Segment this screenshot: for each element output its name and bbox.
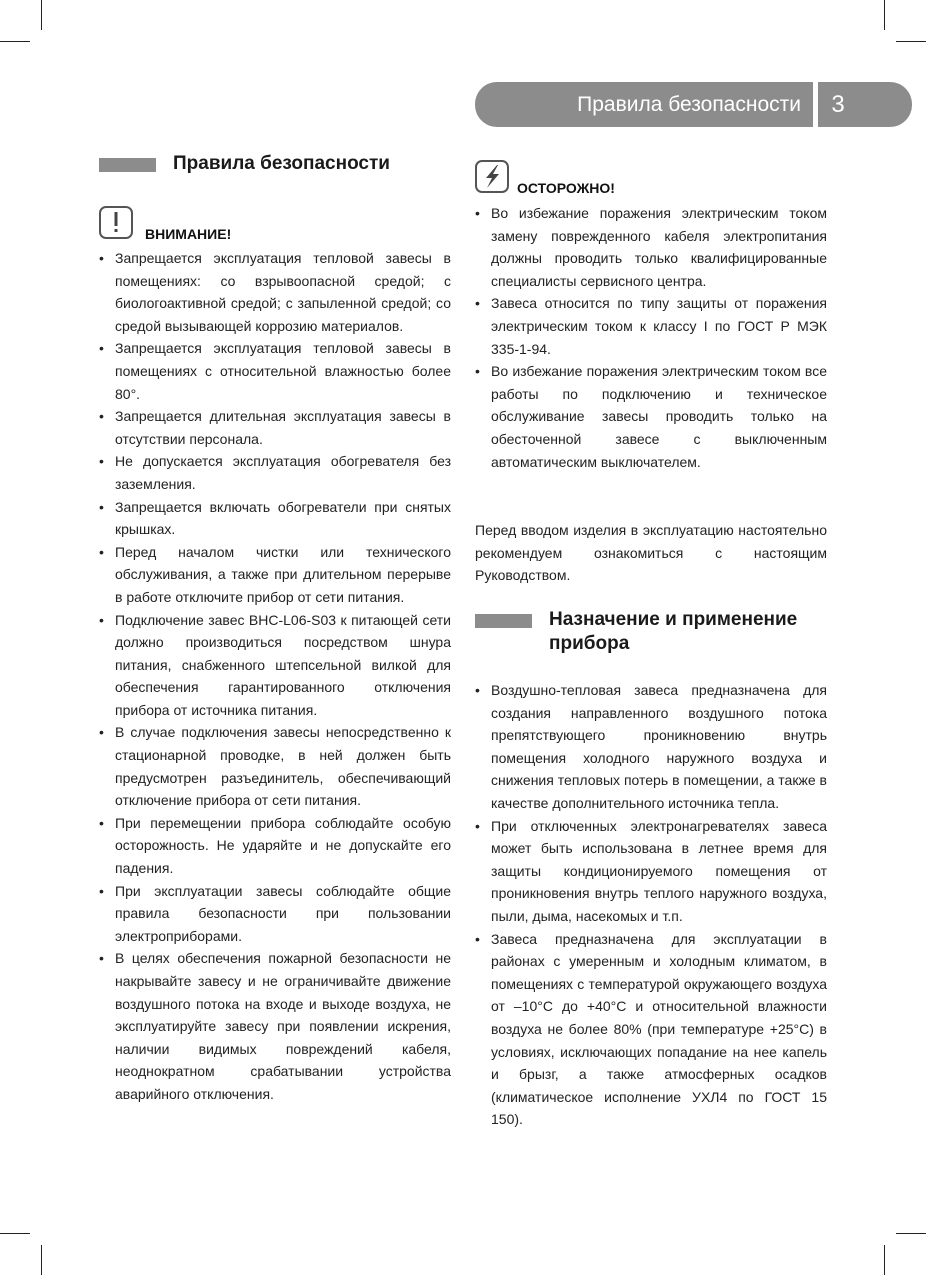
list-item: • Запрещается длительная эксплуатация завесы в отсутствии персонала. xyxy=(99,405,451,450)
safety-list xyxy=(99,247,451,1106)
list-item: • Завеса предназначена для эксплуатации в районах с умеренным и холодным климатом, в помещениях с температурой окружающего воздуха от –10°С до +40°С и относительной влажности воздуха не более 80% (при температуре +25°С) в условиях, исключающих попадание на нее капель и брызг, а также атмосферных осадков (климатическое исполнение УХЛ4 по ГОСТ 15 150). xyxy=(475,928,827,1131)
list-item: • Завеса относится по типу защиты от поражения электрическим током к классу I по ГОСТ Р МЭК 335-1-94. xyxy=(475,292,827,360)
list-item: • Во избежание поражения электрическим током замену поврежденного кабеля электропитания должны проводить только квалифицированные специалисты сервисного центра. xyxy=(475,202,827,292)
section-title-line: Назначение и применение xyxy=(549,609,798,630)
exclamation-icon xyxy=(99,206,133,239)
section-title-line: прибора xyxy=(549,633,630,654)
list-item: • При эксплуатации завесы соблюдайте общие правила безопасности при пользовании электроприборами. xyxy=(99,880,451,948)
list-item: • Запрещается включать обогреватели при снятых крышках. xyxy=(99,496,451,541)
purpose-list xyxy=(475,679,827,1131)
list-item: • При перемещении прибора соблюдайте особую осторожность. Не ударяйте и не допускайте его падения. xyxy=(99,812,451,880)
list-item: • Подключение завес ВНС-L06-S03 к питающей сети должно производиться посредством шнура питания, снабженного штепсельной вилкой для обеспечения гарантированного отключения прибора от источника питания. xyxy=(99,609,451,722)
purpose-list-container xyxy=(475,679,827,1131)
crop-mark xyxy=(41,0,42,30)
warning-title: ВНИМАНИЕ! xyxy=(145,226,232,242)
crop-mark xyxy=(0,41,30,42)
list-item: • В целях обеспечения пожарной безопасности не накрывайте завесу и не ограничивайте движение воздушного потока на входе и выходе воздуха, не эксплуатируйте завесу при появлении искрения, наличии видимых повреждений кабеля, неоднократном срабатывании устройства аварийного отключения. xyxy=(99,947,451,1105)
header-title: Правила безопасности xyxy=(577,93,801,116)
intro-paragraph: Перед вводом изделия в эксплуатацию настоятельно рекомендуем ознакомиться с настоящим Руководством. xyxy=(475,522,827,584)
list-item: • При отключенных электронагревателях завеса может быть использована в летнее время для защиты кондиционируемого помещения от проникновения внутрь теплого наружного воздуха, пыли, дыма, насекомых и т.п. xyxy=(475,815,827,928)
caution-list xyxy=(475,202,827,473)
section-bar xyxy=(99,158,156,172)
list-item: • Перед началом чистки или технического обслуживания, а также при длительном перерыве в работе отключите прибор от сети питания. xyxy=(99,541,451,609)
crop-mark xyxy=(896,1233,926,1234)
lightning-icon xyxy=(475,160,509,193)
list-item: • Во избежание поражения электрическим током все работы по подключению и техническое обслуживание завесы проводить только на обесточенной завесе с выключенным автоматическим выключателем. xyxy=(475,360,827,473)
section-bar xyxy=(475,614,532,628)
safety-list-container xyxy=(99,247,451,1106)
section-title-safety: Правила безопасности xyxy=(173,153,390,174)
crop-mark xyxy=(41,1245,42,1275)
crop-mark xyxy=(896,41,926,42)
list-item: • Запрещается эксплуатация тепловой завесы в помещениях: со взрывоопасной средой; с биологоактивной средой; с запыленной средой; со средой вызывающей коррозию материалов. xyxy=(99,247,451,337)
list-item: • Запрещается эксплуатация тепловой завесы в помещениях с относительной влажностью более 80°. xyxy=(99,337,451,405)
caution-list-container xyxy=(475,202,827,473)
intro-container xyxy=(475,519,827,587)
crop-mark xyxy=(884,1245,885,1275)
list-item: • Воздушно-тепловая завеса предназначена для создания направленного воздушного потока препятствующего проникновению внутрь помещения холодного наружного воздуха и снижения тепловых потерь в помещении, а также в качестве дополнительного источника тепла. xyxy=(475,679,827,815)
section-title-purpose xyxy=(549,608,797,656)
page-number: 3 xyxy=(831,91,845,118)
caution-title: ОСТОРОЖНО! xyxy=(517,180,615,196)
list-item: • В случае подключения завесы непосредственно к стационарной проводке, в ней должен быть предусмотрен разъединитель, обеспечивающий отключение прибора от сети питания. xyxy=(99,721,451,811)
list-item: • Не допускается эксплуатация обогревателя без заземления. xyxy=(99,450,451,495)
crop-mark xyxy=(0,1233,30,1234)
crop-mark xyxy=(884,0,885,30)
